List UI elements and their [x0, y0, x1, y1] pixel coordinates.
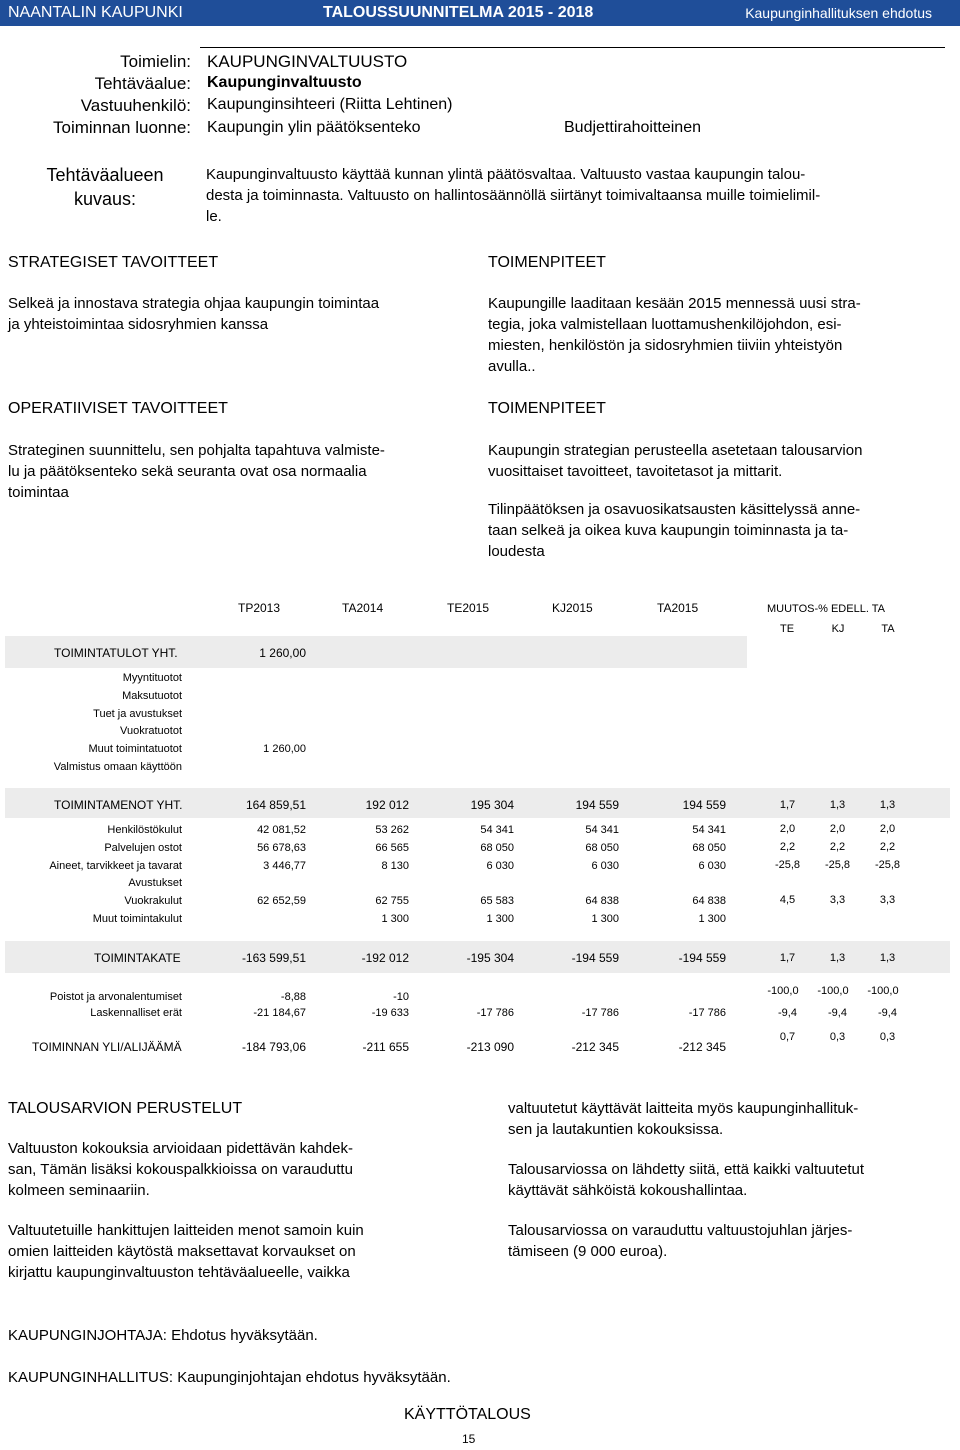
- expense-total-value: 164 859,51: [245, 798, 306, 812]
- col-header-kj2015: KJ2015: [552, 601, 593, 615]
- expense-row-label: Vuokrakulut: [124, 895, 182, 907]
- expense-row-value: 68 050: [692, 842, 726, 854]
- proposal-label: Kaupunginhallituksen ehdotus: [745, 5, 932, 21]
- footer-section: KÄYTTÖTALOUS: [404, 1406, 531, 1423]
- expense-total-value: 194 559: [682, 798, 726, 812]
- expense-row-value: 1 300: [486, 913, 514, 925]
- expense-row-label: Aineet, tarvikkeet ja tavarat: [49, 860, 182, 872]
- expense-row-value: 62 755: [375, 895, 409, 907]
- measures-heading-1: TOIMENPITEET: [488, 254, 606, 271]
- expense-row-value: 68 050: [585, 842, 619, 854]
- income-row-label: Vuokratuotot: [120, 725, 182, 737]
- board-decision: KAUPUNGINHALLITUS: Kaupunginjohtajan ehdotus hyväksytään.: [8, 1369, 451, 1386]
- result-change: 0,3: [829, 1031, 846, 1043]
- expense-row-change: 2,2: [779, 841, 796, 853]
- margin-change: 1,7: [779, 952, 796, 964]
- expense-total-value: 194 559: [575, 798, 619, 812]
- expense-row-change: -25,8: [774, 859, 801, 871]
- margin-value: -195 304: [466, 951, 514, 965]
- depreciation-value: -8,88: [280, 991, 306, 1003]
- result-value: -213 090: [466, 1040, 514, 1054]
- meta-value-person: Kaupunginsihteeri (Riitta Lehtinen): [207, 96, 453, 113]
- header-bar: [0, 0, 960, 26]
- expense-row-change: 2,0: [879, 823, 896, 835]
- budget-type: Budjettirahoitteinen: [564, 119, 701, 136]
- expense-row-value: 1 300: [591, 913, 619, 925]
- expense-row-value: 66 565: [375, 842, 409, 854]
- expense-row-label: Palvelujen ostot: [104, 842, 182, 854]
- expense-row-value: 8 130: [381, 860, 409, 872]
- meta-label-nature: Toiminnan luonne:: [53, 118, 191, 137]
- expense-row-value: 6 030: [698, 860, 726, 872]
- mayor-decision: KAUPUNGINJOHTAJA: Ehdotus hyväksytään.: [8, 1327, 318, 1344]
- expense-total-value: 192 012: [365, 798, 409, 812]
- expense-row-change: 2,2: [879, 841, 896, 853]
- col-header-tp2013: TP2013: [238, 601, 281, 615]
- meta-label-person: Vastuuhenkilö:: [80, 96, 191, 115]
- income-row-value: 1 260,00: [263, 743, 306, 755]
- depreciation-value: -10: [393, 991, 409, 1003]
- expense-row-value: 53 262: [375, 824, 409, 836]
- measures-text-2: Kaupungin strategian perusteella asetetaan talousarvion vuosittaiset tavoitteet, tavoitetasot ja mittarit.: [488, 442, 863, 480]
- depreciation-change: -100,0: [817, 985, 849, 997]
- page-number: 15: [462, 1432, 476, 1446]
- col-header-ta2015: TA2015: [657, 601, 699, 615]
- result-value: -211 655: [362, 1040, 409, 1054]
- expense-row-value: 64 838: [692, 895, 726, 907]
- income-row-label: Tuet ja avustukset: [93, 708, 182, 720]
- expense-row-value: 64 838: [585, 895, 619, 907]
- imputed-value: -17 786: [581, 1007, 619, 1019]
- municipality-name: NAANTALIN KAUPUNKI: [8, 4, 183, 21]
- expense-row-change: 3,3: [879, 894, 896, 906]
- operative-goals-text: Strateginen suunnittelu, sen pohjalta tapahtuva valmiste- lu ja päätöksenteko sekä seuranta ovat osa normaalia toimintaa: [8, 442, 385, 501]
- meta-label-body: Toimielin:: [120, 52, 191, 71]
- result-value: -184 793,06: [241, 1040, 306, 1054]
- income-total-label: TOIMINTATULOT YHT.: [54, 646, 178, 660]
- imputed-change: -9,4: [828, 1007, 847, 1019]
- expense-row-change: 2,0: [829, 823, 846, 835]
- margin-change: 1,3: [829, 952, 846, 964]
- col-header-ta2014: TA2014: [342, 601, 384, 615]
- imputed-change: -9,4: [778, 1007, 797, 1019]
- margin-value: -192 012: [361, 951, 409, 965]
- margin-value: -194 559: [571, 951, 619, 965]
- expense-row-label: Muut toimintakulut: [92, 913, 182, 925]
- change-heading: MUUTOS-% EDELL. TA: [767, 603, 885, 615]
- expense-row-value: 68 050: [480, 842, 514, 854]
- rationale-right-p2: Talousarviossa on lähdetty siitä, että kaikki valtuutetut käyttävät sähköistä kokoushallintaa.: [508, 1161, 865, 1199]
- expense-row-label: Henkilöstökulut: [107, 824, 182, 836]
- imputed-value: -19 633: [371, 1007, 409, 1019]
- rationale-heading: TALOUSARVION PERUSTELUT: [8, 1100, 243, 1117]
- expense-row-value: 42 081,52: [257, 824, 306, 836]
- expense-total-change: 1,3: [879, 799, 896, 811]
- change-col-te: TE: [779, 623, 795, 635]
- description-text: Kaupunginvaltuusto käyttää kunnan ylintä päätösvaltaa. Valtuusto vastaa kaupungin talou- desta ja toiminnasta. Valtuusto on hallintosäännöllä siirtänyt toimivaltaansa muille toimielimil- le.: [206, 166, 821, 225]
- measures-text-1: Kaupungille laaditaan kesään 2015 mennessä uusi stra- tegia, joka valmistellaan luottamushenkilöjohdon, esi- miesten, henkilöstön ja sidosryhmien tiiviin yhteistyön avulla..: [488, 295, 861, 375]
- col-header-te2015: TE2015: [447, 601, 490, 615]
- expense-row-change: 2,2: [829, 841, 846, 853]
- operative-goals-heading: OPERATIIVISET TAVOITTEET: [8, 400, 228, 417]
- strategic-goals-heading: STRATEGISET TAVOITTEET: [8, 254, 219, 271]
- header-divider: [200, 47, 945, 48]
- expense-total-value: 195 304: [470, 798, 514, 812]
- expense-row-value: 6 030: [486, 860, 514, 872]
- expense-row-value: 54 341: [692, 824, 726, 836]
- rationale-left-p2: Valtuutetuille hankittujen laitteiden menot samoin kuin omien laitteiden käytöstä maksettavat korvaukset on kirjattu kaupunginvaltuuston tehtäväalueelle, vaikka: [8, 1222, 364, 1281]
- expense-total-label: TOIMINTAMENOT YHT.: [54, 798, 183, 812]
- rationale-right-p1: valtuutetut käyttävät laitteita myös kaupunginhallituk- sen ja lautakuntien kokouksissa.: [508, 1100, 859, 1138]
- expense-total-change: 1,7: [779, 799, 796, 811]
- expense-row-value: 3 446,77: [263, 860, 306, 872]
- imputed-change: -9,4: [878, 1007, 897, 1019]
- depreciation-change: -100,0: [867, 985, 899, 997]
- measures-heading-2: TOIMENPITEET: [488, 400, 606, 417]
- meta-value-body: KAUPUNGINVALTUUSTO: [207, 52, 408, 71]
- imputed-value: -17 786: [688, 1007, 726, 1019]
- imputed-value: -21 184,67: [253, 1007, 306, 1019]
- result-value: -212 345: [678, 1040, 726, 1054]
- result-change: 0,3: [879, 1031, 896, 1043]
- expense-row-change: 4,5: [779, 894, 796, 906]
- margin-label: TOIMINTAKATE: [94, 951, 181, 965]
- meta-label-area: Tehtäväalue:: [94, 74, 191, 93]
- meta-value-area: Kaupunginvaltuusto: [207, 74, 362, 91]
- expense-row-value: 56 678,63: [257, 842, 306, 854]
- imputed-value: -17 786: [476, 1007, 514, 1019]
- plan-title: TALOUSSUUNNITELMA 2015 - 2018: [323, 4, 594, 21]
- expense-row-value: 62 652,59: [257, 895, 306, 907]
- expense-row-value: 65 583: [480, 895, 514, 907]
- expense-total-change: 1,3: [829, 799, 846, 811]
- margin-value: -163 599,51: [241, 951, 306, 965]
- margin-value: -194 559: [678, 951, 726, 965]
- rationale-right-p3: Talousarviossa on varauduttu valtuustojuhlan järjes- tämiseen (9 000 euroa).: [508, 1222, 853, 1260]
- description-label: Tehtäväalueen kuvaus:: [46, 165, 164, 209]
- expense-row-value: 6 030: [591, 860, 619, 872]
- income-row-label: Valmistus omaan käyttöön: [53, 761, 182, 773]
- expense-row-value: 1 300: [381, 913, 409, 925]
- rationale-left-p1: Valtuuston kokouksia arvioidaan pidettävän kahdek- san, Tämän lisäksi kokouspalkkioissa on varauduttu kolmeen seminaariin.: [8, 1140, 353, 1199]
- depreciation-label: Poistot ja arvonalentumiset: [49, 991, 182, 1003]
- margin-change: 1,3: [879, 952, 896, 964]
- expense-row-value: 54 341: [585, 824, 619, 836]
- change-col-kj: KJ: [831, 623, 845, 635]
- expense-row-change: -25,8: [824, 859, 851, 871]
- expense-row-change: 2,0: [779, 823, 796, 835]
- income-row-label: Muut toimintatuotot: [88, 743, 182, 755]
- income-row-label: Myyntituotot: [122, 672, 182, 684]
- result-value: -212 345: [571, 1040, 619, 1054]
- strategic-goals-text: Selkeä ja innostava strategia ohjaa kaupungin toimintaa ja yhteistoimintaa sidosryhmien kanssa: [8, 295, 380, 333]
- imputed-label: Laskennalliset erät: [90, 1007, 182, 1019]
- income-row-label: Maksutuotot: [122, 690, 182, 702]
- meta-value-nature: Kaupungin ylin päätöksenteko: [207, 119, 421, 136]
- expense-row-value: 1 300: [698, 913, 726, 925]
- expense-row-change: 3,3: [829, 894, 846, 906]
- measures-text-3: Tilinpäätöksen ja osavuosikatsausten käsittelyssä anne- taan selkeä ja oikea kuva kaupungin toiminnasta ja ta- loudesta: [488, 501, 861, 560]
- income-total-tp2013: 1 260,00: [259, 646, 306, 660]
- expense-row-change: -25,8: [874, 859, 901, 871]
- expense-row-label: Avustukset: [128, 877, 182, 889]
- result-change: 0,7: [779, 1031, 796, 1043]
- expense-row-value: 54 341: [480, 824, 514, 836]
- depreciation-change: -100,0: [767, 985, 799, 997]
- change-col-ta: TA: [881, 623, 895, 635]
- result-label: TOIMINNAN YLI/ALIJÄÄMÄ: [32, 1040, 182, 1054]
